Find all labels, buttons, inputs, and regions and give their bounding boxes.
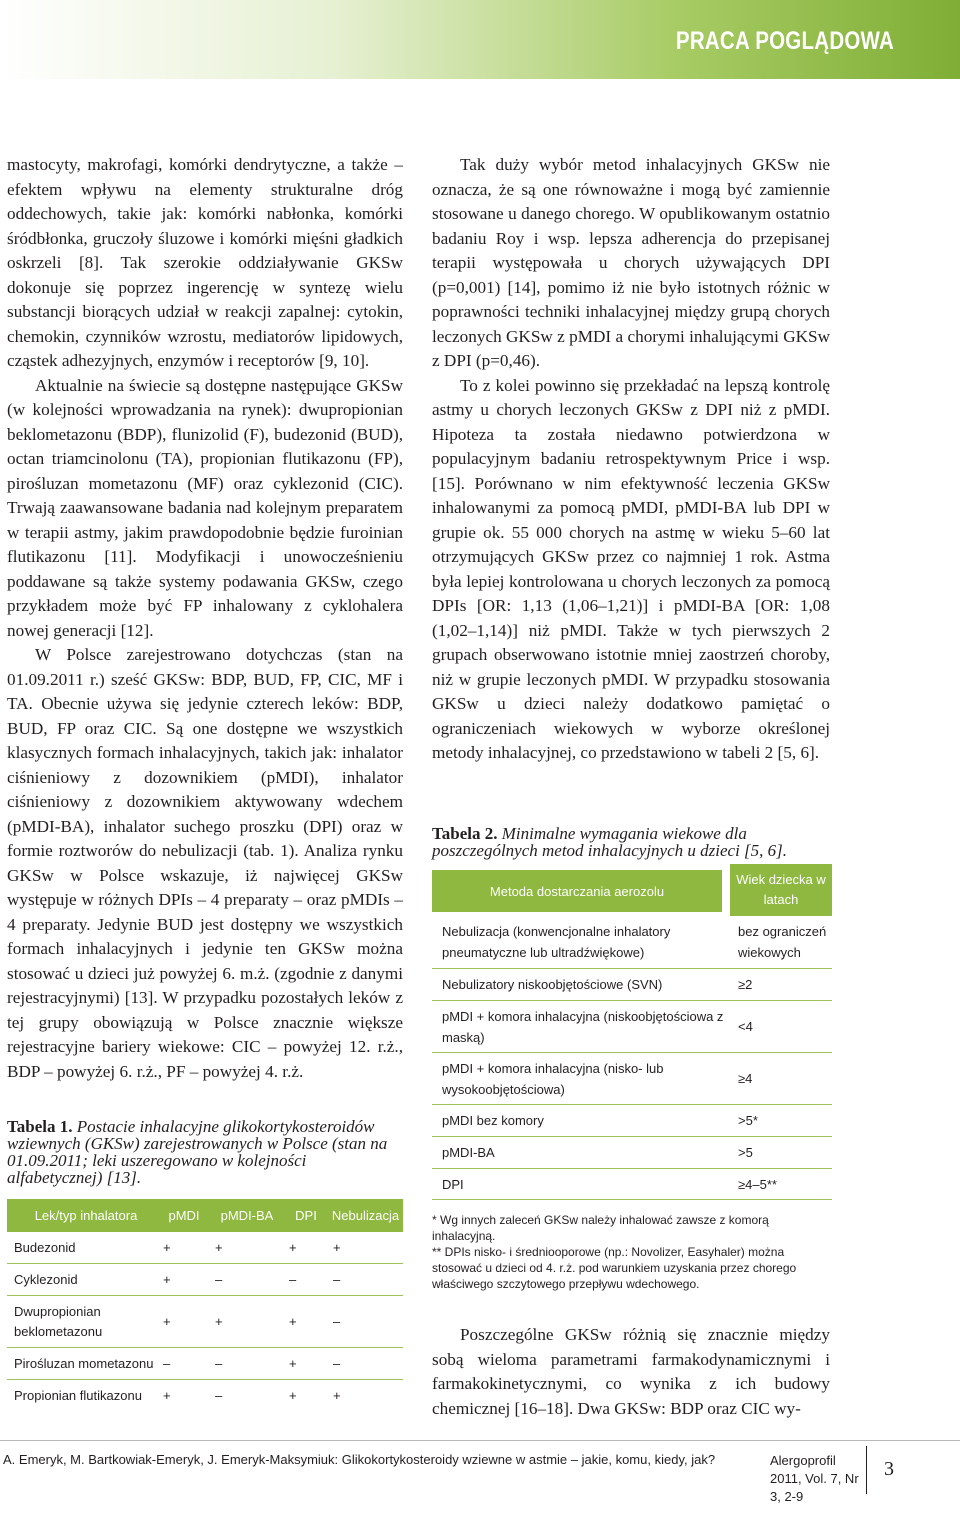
- paragraph: Aktualnie na świecie są dostępne następujące GKSw (w kolejności wprowadzania na rynek): dwupropionian beklometazonu (BDP), flunizolid (F), budezonid (BUD), octan triamcinolonu (TA), propionian flutikazonu (FP), pirośluzan mometazonu (MF) oraz cyklezonid (CIC). Trwają zaawansowane badania nad kolejnym preparatem w terapii astmy, jakim prawdopodobnie będzie furoinian flutikazonu [11]. Modyfikacji i unowocześnieniu poddawane są także systemy podawania GKSw, czego przykładem może być FP inhalowany z cyklohalera nowej generacji [12].: [7, 375, 403, 640]
- table-cell: bez ograniczeń wiekowych: [738, 924, 827, 960]
- table2-header-cell: Wiek dziecka w latach: [722, 864, 832, 916]
- section-label: PRACA POGLĄDOWA: [675, 27, 894, 55]
- table-cell: +: [289, 1314, 297, 1329]
- table-cell: +: [289, 1388, 297, 1403]
- table2-caption-label: Tabela 2.: [432, 824, 498, 843]
- table1-header-cell: DPI: [295, 1208, 317, 1223]
- page-number: 3: [884, 1458, 894, 1480]
- table1-header-cell: Nebulizacja: [331, 1208, 400, 1223]
- table-cell: ≥2: [738, 977, 753, 992]
- table-row: [432, 1136, 832, 1168]
- table-cell: <4: [738, 1019, 753, 1034]
- table-cell: DPI: [442, 1176, 464, 1192]
- table-row: [7, 1295, 403, 1347]
- table-cell: –: [333, 1272, 341, 1287]
- table-row: [432, 968, 832, 1000]
- table-cell: +: [163, 1240, 171, 1255]
- table-row: [432, 1000, 832, 1052]
- table-cell: +: [289, 1240, 297, 1255]
- table-cell: pMDI + komora inhalacyjna (nisko- lub wysokoobjętościowa): [442, 1060, 664, 1097]
- table1-header-cell: pMDI-BA: [220, 1208, 274, 1223]
- table-row: [7, 1232, 403, 1263]
- table-cell: Cyklezonid: [14, 1271, 78, 1287]
- paragraph: mastocyty, makrofagi, komórki dendrytyczne, a także – efektem wpływu na elementy strukturalne dróg oddechowych, takie jak: komórki nabłonka, komórki śródbłonka, gruczoły śluzowe i komórki mięśni gładkich oskrzeli [8]. Tak szerokie oddziaływanie GKSw dokonuje się poprzez ingerencję w syntezę wielu substancji biorących udział w reakcji zapalnej: cytokin, chemokin, czynników wzrostu, mediatorów lipidowych, cząstek adhezyjnych, enzymów i receptorów [9, 10].: [7, 155, 403, 370]
- table2-caption-text: Minimalne wymagania wiekowe dla poszczególnych metod inhalacyjnych u dzieci [5, 6].: [432, 824, 788, 860]
- footer-divider: [866, 1446, 867, 1494]
- table-cell: +: [215, 1240, 223, 1255]
- table2: [432, 864, 832, 1200]
- table-cell: Nebulizacja (konwencjonalne inhalatory pneumatyczne lub ultradźwiękowe): [442, 924, 671, 960]
- table-cell: Pirośluzan mometazonu: [14, 1355, 154, 1371]
- table-cell: +: [163, 1272, 171, 1287]
- journal-issue: 2011, Vol. 7, Nr 3, 2-9: [770, 1471, 859, 1504]
- table1-header-row: [7, 1199, 403, 1232]
- footer-journal: [770, 1452, 860, 1506]
- table-cell: –: [333, 1314, 341, 1329]
- table-row: [432, 1104, 832, 1136]
- table-cell: +: [215, 1314, 223, 1329]
- right-column-bottom: [432, 1323, 830, 1421]
- table-cell: –: [163, 1356, 171, 1371]
- journal-name: Alergoprofil: [770, 1453, 836, 1468]
- table-cell: pMDI bez komory: [442, 1113, 544, 1128]
- table2-footnote: * Wg innych zaleceń GKSw należy inhalować zawsze z komorą inhalacyjną.: [432, 1213, 769, 1243]
- table-row: [432, 916, 832, 968]
- footer-authors: A. Emeryk, M. Bartkowiak-Emeryk, J. Emeryk-Maksymiuk: Glikokortykosteroidy wziewne w astmie – jakie, komu, kiedy, jak?: [3, 1452, 716, 1467]
- table2-caption: [432, 825, 832, 859]
- paragraph: To z kolei powinno się przekładać na lepszą kontrolę astmy u chorych leczonych GKSw z DPI niż z pMDI. Hipoteza ta została niedawno potwierdzona w populacyjnym badaniu retrospektywnym Price i wsp. [15]. Porównano w nim efektywność leczenia GKSw inhalowanymi za pomocą pMDI, pMDI-BA lub DPI w grupie ok. 55 000 chorych na astmę w wieku 5–60 lat otrzymujących GKSw przez co najmniej 1 rok. Astma była lepiej kontrolowana u chorych leczonych za pomocą DPIs [OR: 1,13 (1,06–1,21)] i pMDI-BA [OR: 1,08 (1,02–1,14)] niż pMDI. Także w tych pierwszych 2 grupach obserwowano istotnie mniej zaostrzeń choroby, niż w grupie leczonych pMDI. W przypadku stosowania GKSw u dzieci należy dodatkowo pamiętać o ograniczeniach wiekowych w wyborze określonej metody inhalacyjnej, co przedstawiono w tabeli 2 [5, 6].: [432, 375, 830, 762]
- table-cell: pMDI-BA: [442, 1145, 495, 1160]
- table-cell: –: [215, 1388, 223, 1403]
- table-cell: ≥4–5**: [738, 1176, 777, 1192]
- table-cell: –: [215, 1356, 223, 1371]
- footer-rule: [0, 1440, 960, 1441]
- table1-caption-text: Postacie inhalacyjne glikokortykosteroidów wziewnych (GKSw) zarejestrowanych w Polsce (stan na 01.09.2011; leki uszeregowano w kolejności alfabetycznej) [13].: [7, 1117, 388, 1187]
- table2-footnotes: [432, 1212, 832, 1292]
- table-cell: Propionian flutikazonu: [14, 1387, 142, 1403]
- table-cell: –: [333, 1356, 341, 1371]
- table-cell: Nebulizatory niskoobjętościowe (SVN): [442, 977, 663, 992]
- table-row: [7, 1263, 403, 1295]
- table-cell: +: [289, 1356, 297, 1371]
- table-row: [432, 1168, 832, 1200]
- table-cell: +: [163, 1314, 171, 1329]
- paragraph: Tak duży wybór metod inhalacyjnych GKSw nie oznacza, że są one równoważne i mogą być zamiennie stosowane u danego chorego. W opublikowanym ostatnio badaniu Roy i wsp. lepsza adherencja do przepisanej terapii występowała u chorych używających DPI (p=0,001) [14], pomimo iż nie było istotnych różnic w poprawności techniki inhalacyjnej między grupą chorych leczonych GKSw z pMDI a chorymi inhalującymi GKSw z DPI (p=0,46).: [432, 155, 830, 370]
- table1-caption: [7, 1118, 402, 1186]
- table2-header-row: [432, 864, 832, 916]
- table-cell: –: [289, 1272, 297, 1287]
- paragraph: W Polsce zarejestrowano dotychczas (stan na 01.09.2011 r.) sześć GKSw: BDP, BUD, FP, CIC, MF i TA. Obecnie używa się jedynie czterech leków: BDP, BUD, FP oraz CIC. Są one dostępne we wszystkich klasycznych formach inhalacyjnych, takich jak: inhalator ciśnieniowy z dozownikiem (pMDI), inhalator ciśnieniowy z dozownikiem aktywowany wdechem (pMDI-BA), inhalator suchego proszku (DPI) oraz w formie roztworów do nebulizacji (tab. 1). Analiza rynku GKSw w Polsce wskazuje, iż najwięcej GKSw występuje w różnych DPIs – 4 preparaty – oraz pMDIs – 4 preparaty. Jedynie BUD jest dostępny we wszystkich formach inhalacyjnych i jedynie ten GKSw można stosować u dzieci już powyżej 6. m.ż. (zgodnie z danymi rejestracyjnymi) [13]. W przypadku pozostałych leków z tej grupy obowiązują w Polsce znacznie większe rejestracyjne bariery wiekowe: CIC – powyżej 12. r.ż., BDP – powyżej 6. r.ż., PF – powyżej 4. r.ż.: [7, 645, 403, 1081]
- right-column-top: [432, 153, 830, 766]
- paragraph: Poszczególne GKSw różnią się znacznie między sobą wieloma parametrami farmakodynamicznymi i farmakokinetycznymi, co wynika z ich budowy chemicznej [16–18]. Dwa GKSw: BDP oraz CIC wy-: [432, 1325, 830, 1418]
- table-row: [7, 1379, 403, 1411]
- table-cell: +: [333, 1388, 341, 1403]
- table-cell: pMDI + komora inhalacyjna (niskoobjętościowa z maską): [442, 1008, 724, 1045]
- table1-caption-label: Tabela 1.: [7, 1117, 73, 1136]
- table-cell: –: [215, 1272, 223, 1287]
- table-cell: +: [333, 1240, 341, 1255]
- table-cell: Dwupropionian beklometazonu: [14, 1303, 103, 1339]
- table1-header-cell: Lek/typ inhalatora: [34, 1207, 138, 1223]
- table-cell: >5: [738, 1145, 753, 1160]
- table-cell: +: [163, 1388, 171, 1403]
- table-cell: ≥4: [738, 1071, 753, 1086]
- table1-header-cell: pMDI: [168, 1208, 200, 1223]
- table-cell: Budezonid: [14, 1239, 76, 1255]
- table2-header-cell: Metoda dostarczania aerozolu: [432, 870, 722, 912]
- table1: [7, 1199, 403, 1411]
- table-cell: >5*: [738, 1113, 758, 1128]
- table-row: [432, 1052, 832, 1104]
- table-row: [7, 1347, 403, 1379]
- left-column: [7, 153, 403, 1084]
- table2-footnote: ** DPIs nisko- i średniooporowe (np.: Novolizer, Easyhaler) można stosować u dzieci od 4. r.ż. pod warunkiem uzyskania przez chorego właściwego szczytowego przepływu wdechowego.: [432, 1245, 797, 1291]
